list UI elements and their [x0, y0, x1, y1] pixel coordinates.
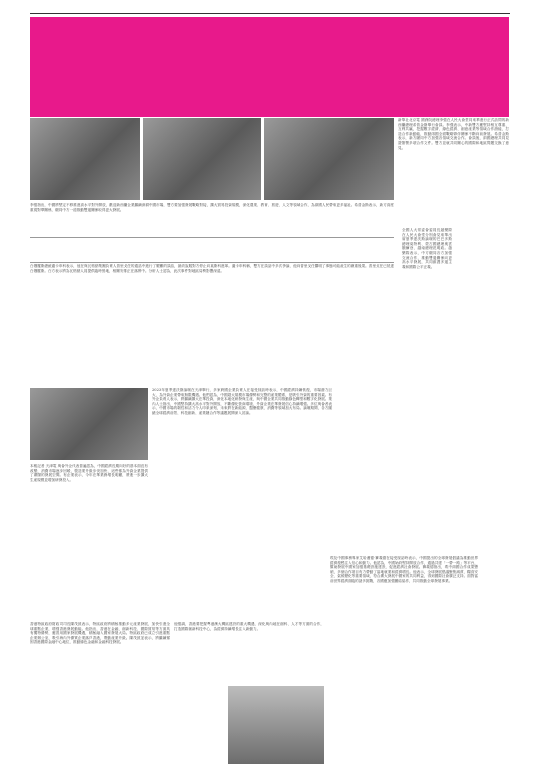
zhao-article-text: 全國人大常委會委員長趙樂際在人民大會堂分別會見來華出席夏季達沃斯論壇的巴巴多斯總理莫特利、蒙古國總理奧雲額爾登、越南總理范明政。趙樂際表示，中方願同各方加強交流合作，推動雙邊關係向更高水平發展，共同維護多邊主義和國際公平正義。 [402, 228, 452, 269]
masthead [0, 0, 540, 16]
headline-lukashenko [30, 237, 394, 263]
chan-article-text: 香港特區政府財政司司長陳茂波表示，特區政府將積極推動多元產業發展，加快引進全球重點企業，增強香港發展動能。他指出，香港在金融、創新科技、國際貿易等方面具有獨特優勢，應善用國家發展機遇，積極融入國家發展大局。特區政府已成立引進重點企業辦公室，吸引海內外優質企業落戶香港，帶動產業升級。陳茂波並表示，將繼續鞏固香港國際金融中心地位，推動綠色金融和金融科技發展。 [30, 622, 170, 645]
masthead-rule [30, 13, 510, 14]
davos-article-text: 2023年夏季達沃斯論壇在天津舉行，多家跨國企業負責人在接受採訪時表示，中國經濟持續恢復，市場潛力巨大，為外資企業帶來無限機遇。他們認為，中國超大規模市場優勢和完整的產業體系，是吸引外資的重要因素。有外企負責人表示，將繼續擴大在華投資，深化本地化研發與生產，與中國企業共同推動綠色轉型和數字化發展。業內人士指出，中國堅持擴大高水平對外開放，不斷優化營商環境，外資企業在華發展信心持續增強。多位與會者表示，中國市場的韌性和活力令人印象深刻，未來將在新能源、醫療健康、消費等領域加大布局。論壇期間，各方圍繞全球經濟前景、科技創新、產業鏈合作等議題展開深入討論。 [152, 388, 332, 415]
lukashenko-article-text: 白俄羅斯總統盧卡申科表示，他在與瓦格納集團負責人普里戈任的通話中進行了艱難的談話，最終說服對方停止向莫斯科進軍。盧卡申科稱，雙方在談話中多次爭論，他向普里戈任闡明了事態可能產生的嚴重後果。普里戈任已抵達白俄羅斯。白方表示將為瓦格納人員提供臨時營地，相關安排正在落實中。分析人士認為，此次事件對地區局勢影響深遠。 [30, 264, 394, 273]
headline-ukraine [359, 240, 399, 570]
chan-article-text-2: 他強調，香港要把握粵港澳大灣區建設的重大機遇，深化與內地在創科、人才等方面的合作，打造國際創新科技中心，為經濟持續增長注入新動力。 [174, 622, 324, 631]
lead-article-text: 新華社北京電 國務院總理李強在人民大會堂同來華進行正式訪問的新西蘭總理希普金斯舉行會談。李強表示，中新雙方應堅持相互尊重、互利共贏，挖掘數字經濟、綠色經濟、創意產業等領域合作潛能，打造合作新動能，推動兩國全面戰略夥伴關係不斷向前發展。希普金斯表示，新方願同中方加強各領域交流合作。會談後，兩國總理共同見證簽署多項合作文件。雙方並就共同關心的國際和地區問題交換了意見。 [398, 118, 509, 150]
headline-summer-davos-1 [30, 342, 280, 362]
davos-article-left-text: 本報記者 天津電 與會外企代表普遍認為，中國經濟長期向好的基本面沒有改變，消費市場逐步回暖，製造業升級步伐加快，這些都為外資企業提供了廣闊的發展空間。有企業表示，今年在華業務增長明顯，將進一步擴大生產規模並增加研發投入。 [30, 464, 148, 482]
lead-article-continued: 李強指出，中國將堅定不移推進高水平對外開放，歡迎新西蘭企業繼續深耕中國市場，雙方要加強發展戰略對接，擴大貿易投資規模，深化農業、教育、旅遊、人文等領域合作，為兩國人民帶來更多福祉。希普金斯表示，新方高度重視對華關係，願同中方一道推動雙邊關係取得更大發展。 [30, 203, 394, 212]
photo-davos-forum [30, 388, 148, 460]
headline-zhao-leji [478, 228, 512, 548]
photo-handshake [264, 118, 394, 200]
china-global-dev-text: 埃及中國事務專家艾哈邁德·賽義德在接受採訪時表示，中國提出的全球發展倡議為推動世界經濟復甦注入信心和動力。他認為，中國始終堅持開放合作，通過共建「一帶一路」等平台，幫助發展中國家加強基礎設施建設，促進經濟社會發展。賽義德指出，埃中兩國合作成果豐碩，多個合作項目有力帶動了當地就業和經濟增長。他表示，全球發展倡議聚焦減貧、糧食安全、氣候變化等重要領域，符合廣大發展中國家的共同利益，得到國際社會廣泛支持。面對當前世界經濟面臨的諸多挑戰，各國應加強團結協作，共同推動全球發展事業。 [330, 556, 478, 583]
lead-banner [30, 17, 509, 117]
headline-china-global-dev [506, 558, 528, 768]
headline-chan-mo-po-sub [62, 602, 322, 620]
headline-chan-mo-po [30, 580, 280, 602]
headline-china-global-dev-sub [482, 558, 502, 768]
headline-summer-davos-2 [42, 364, 292, 386]
photo-guard-of-honour [30, 118, 140, 200]
headline-zhao-leji-sub [455, 228, 477, 548]
photo-chan-mo-po [228, 686, 324, 764]
headline-ukraine-sub [336, 300, 358, 570]
photo-meeting-hall [143, 118, 261, 200]
